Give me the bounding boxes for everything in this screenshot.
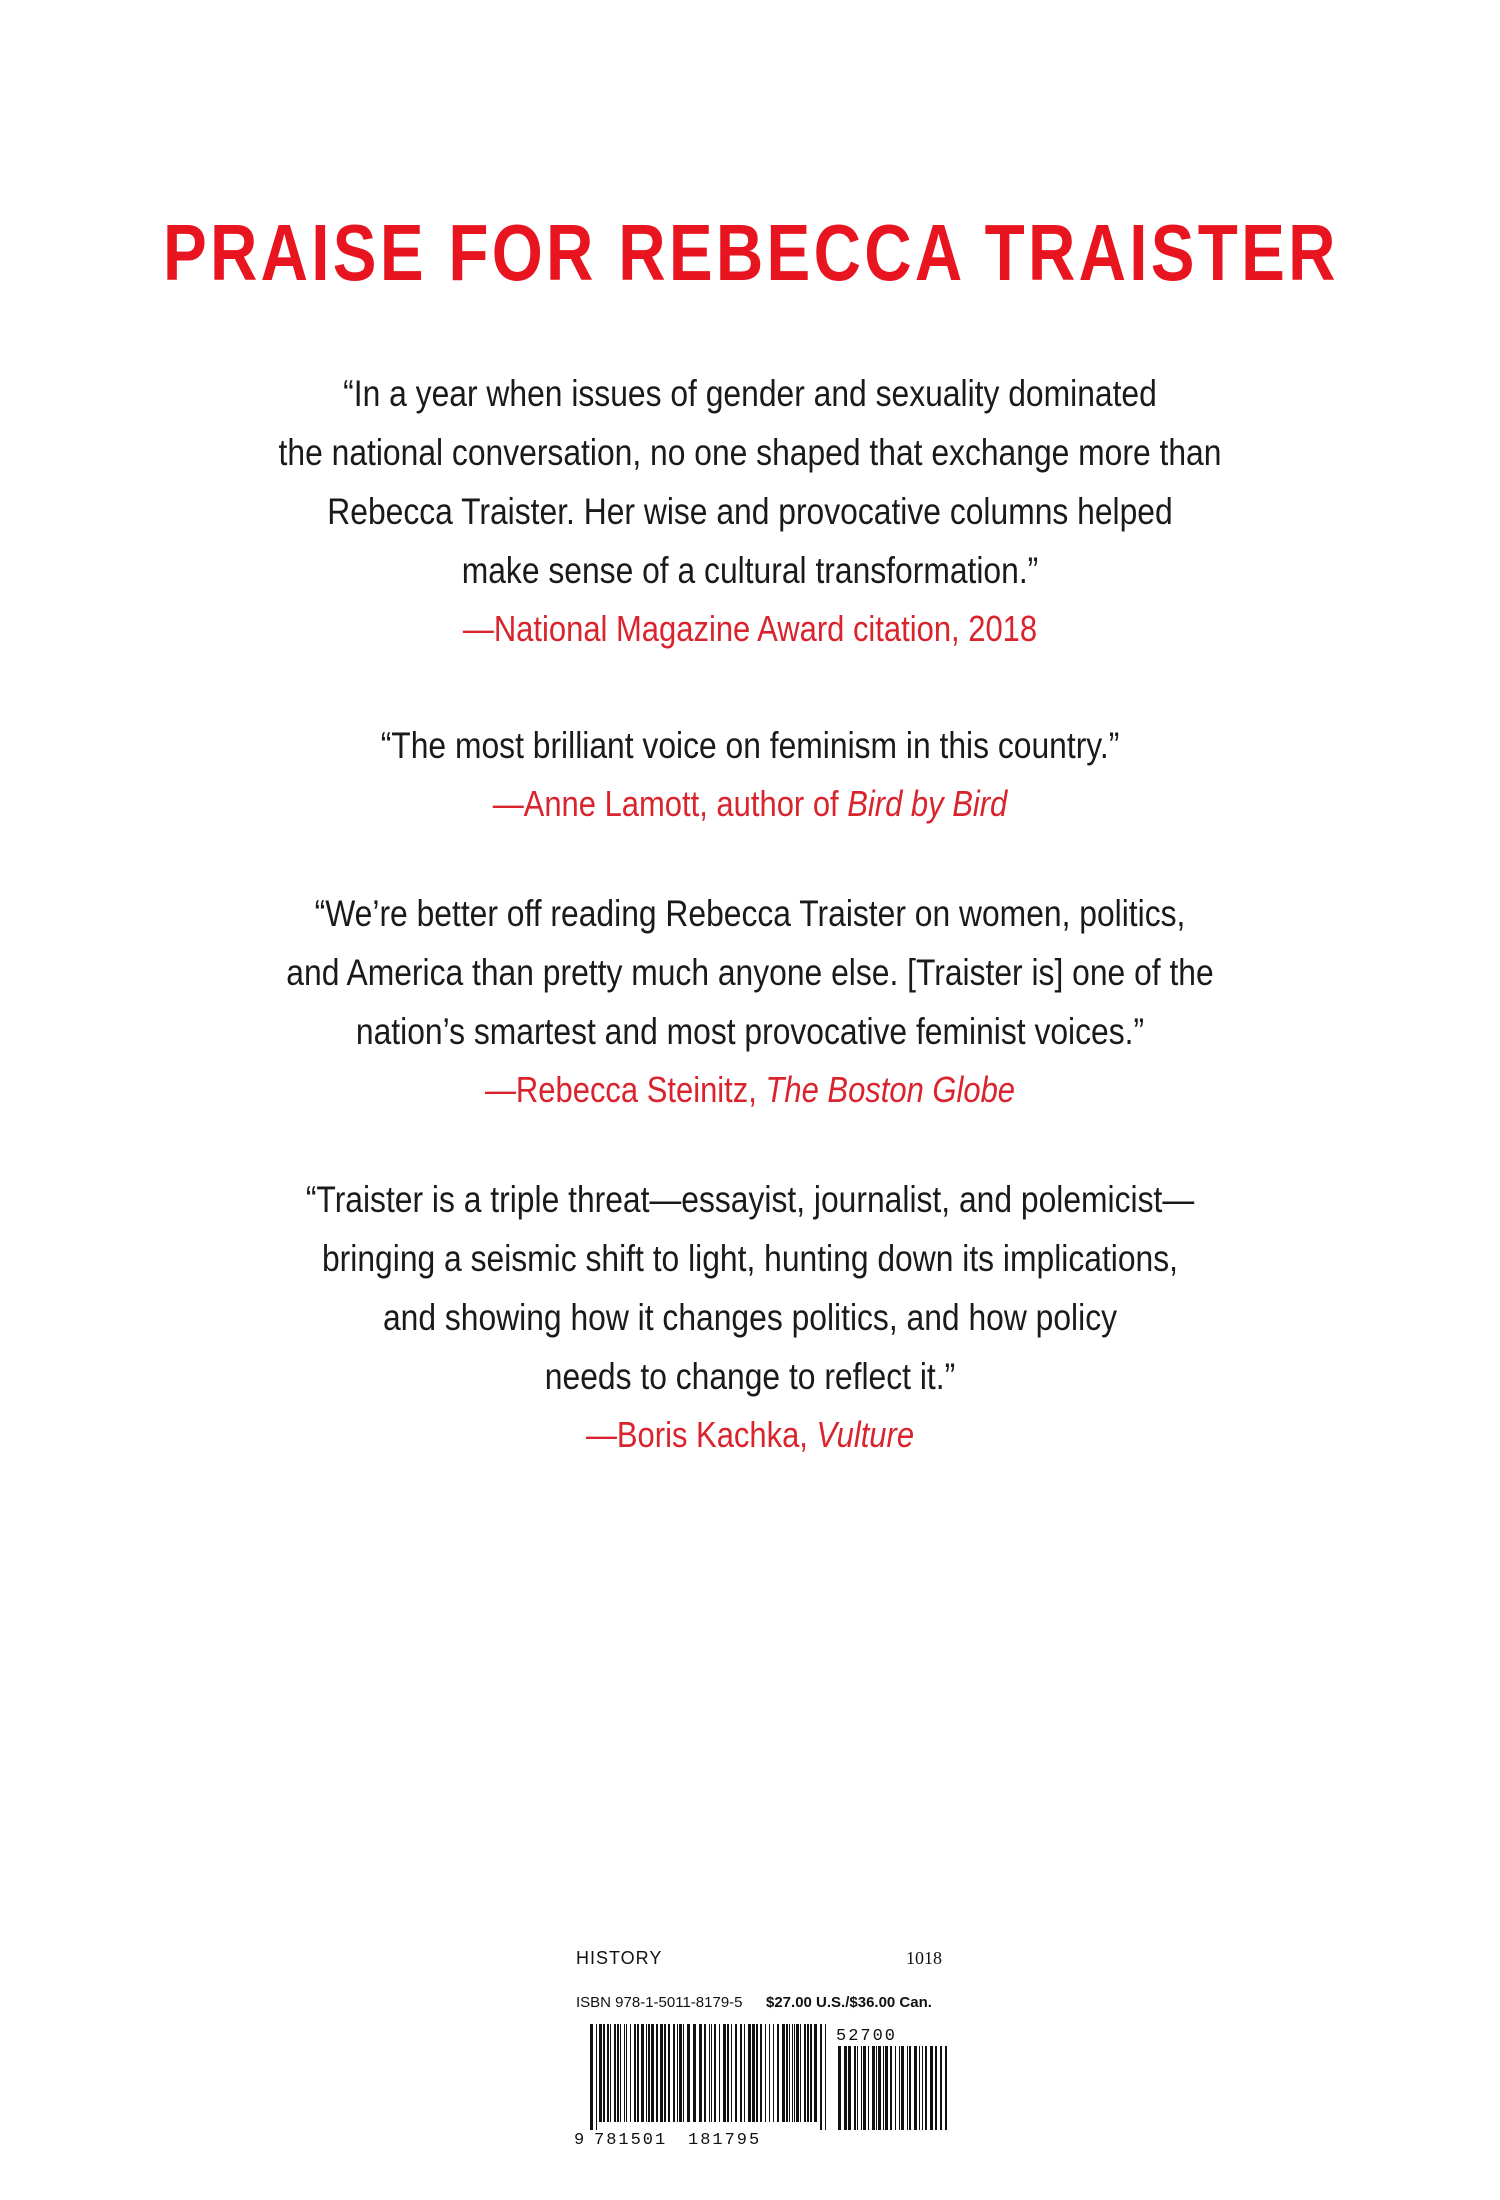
quote-line: needs to change to reflect it.” bbox=[544, 1356, 956, 1397]
barcode-bar bbox=[704, 2024, 706, 2122]
barcode-bar bbox=[719, 2024, 720, 2122]
barcode-bar bbox=[683, 2024, 684, 2122]
barcode-bar bbox=[863, 2046, 866, 2130]
barcode-bar bbox=[899, 2046, 900, 2130]
barcode-bar bbox=[794, 2024, 795, 2122]
barcode-bar bbox=[789, 2024, 790, 2122]
isbn-text: ISBN 978-1-5011-8179-5 bbox=[576, 1994, 743, 2011]
barcode-bar bbox=[610, 2024, 611, 2122]
barcode-bar bbox=[773, 2024, 774, 2122]
barcode-bar bbox=[890, 2046, 892, 2130]
isbn-barcode-bars bbox=[590, 2024, 826, 2130]
barcode-bar bbox=[735, 2024, 737, 2122]
barcode-bar bbox=[848, 2046, 851, 2130]
quote-line: “The most brilliant voice on feminism in this country.” bbox=[380, 725, 1120, 766]
barcode-bar bbox=[699, 2024, 702, 2122]
barcode-bar bbox=[796, 2024, 799, 2122]
quote-2 bbox=[0, 716, 1500, 833]
barcode-bar bbox=[804, 2024, 806, 2122]
barcode-bar bbox=[677, 2024, 678, 2122]
barcode-bar bbox=[935, 2046, 937, 2130]
quote-attribution bbox=[105, 1061, 1395, 1119]
barcode-bar bbox=[838, 2046, 841, 2130]
barcode-bar bbox=[901, 2046, 904, 2130]
barcode-bar bbox=[673, 2024, 675, 2122]
barcode-bar bbox=[664, 2024, 666, 2122]
barcode-bar bbox=[820, 2024, 822, 2130]
barcode-bar bbox=[844, 2046, 847, 2130]
barcode-bar bbox=[603, 2024, 605, 2122]
quote-attribution bbox=[105, 1406, 1395, 1464]
attribution-text: —National Magazine Award citation, 2018 bbox=[462, 608, 1038, 649]
barcode-bar bbox=[769, 2024, 770, 2122]
page-title: PRAISE FOR REBECCA TRAISTER bbox=[162, 208, 1339, 297]
barcode-bar bbox=[620, 2024, 621, 2122]
barcode-bar bbox=[895, 2046, 896, 2130]
barcode-bar bbox=[814, 2024, 817, 2122]
barcode-bar bbox=[668, 2024, 670, 2122]
quote-attribution bbox=[105, 775, 1395, 833]
barcode-bar bbox=[648, 2024, 650, 2122]
barcode-bar bbox=[885, 2046, 888, 2130]
barcode-bar bbox=[872, 2046, 875, 2130]
barcode-bar bbox=[930, 2046, 933, 2130]
quote-attribution bbox=[105, 600, 1395, 658]
quote-line: and showing how it changes politics, and how policy bbox=[382, 1297, 1118, 1338]
barcode-bar bbox=[907, 2046, 908, 2130]
barcode-bar bbox=[810, 2024, 812, 2122]
barcode-bar bbox=[786, 2024, 788, 2122]
barcode-bar bbox=[777, 2024, 779, 2122]
catalog-code: 1018 bbox=[906, 1948, 942, 1968]
barcode-bar bbox=[868, 2046, 869, 2130]
barcode-block bbox=[576, 1948, 956, 2158]
addon-number: 52700 bbox=[836, 2027, 898, 2046]
barcode-bar bbox=[854, 2046, 856, 2130]
barcode-bar bbox=[909, 2046, 911, 2130]
quote-1 bbox=[0, 364, 1500, 658]
barcode-bar bbox=[760, 2024, 762, 2122]
barcode-bar bbox=[878, 2046, 881, 2130]
barcode-bar bbox=[599, 2024, 602, 2122]
barcode-bar bbox=[919, 2046, 920, 2130]
barcode-left-digits: 781501 bbox=[594, 2131, 668, 2150]
barcode-bar bbox=[614, 2024, 616, 2122]
barcode-bar bbox=[922, 2046, 923, 2130]
quote-line: nation’s smartest and most provocative feminist voices.” bbox=[355, 1011, 1145, 1052]
barcode-bar bbox=[646, 2024, 647, 2122]
quote-line: and America than pretty much anyone else. [Traister is] one of the bbox=[286, 952, 1214, 993]
barcode-bar bbox=[925, 2046, 927, 2130]
barcode-bar bbox=[940, 2046, 942, 2130]
barcode-bar bbox=[756, 2024, 758, 2122]
barcode-bar bbox=[626, 2024, 627, 2122]
barcode-bar bbox=[617, 2024, 619, 2122]
barcode-bar bbox=[914, 2046, 917, 2130]
quote-line: “We’re better off reading Rebecca Traister on women, politics, bbox=[314, 893, 1186, 934]
quote-line: make sense of a cultural transformation.” bbox=[461, 550, 1039, 591]
barcode-bar bbox=[731, 2024, 732, 2122]
quote-4 bbox=[0, 1170, 1500, 1464]
barcode-graphic bbox=[576, 2018, 956, 2158]
barcode-bar bbox=[744, 2024, 745, 2122]
barcode-bar bbox=[607, 2024, 609, 2122]
attribution-source-title: The Boston Globe bbox=[765, 1069, 1016, 1110]
quote-line: bringing a seismic shift to light, hunting down its implications, bbox=[321, 1238, 1179, 1279]
subject-category: HISTORY bbox=[576, 1948, 663, 1968]
barcode-bar bbox=[641, 2024, 644, 2122]
barcode-bar bbox=[687, 2024, 690, 2122]
barcode-bar bbox=[857, 2046, 858, 2130]
barcode-bar bbox=[693, 2024, 696, 2122]
quote-line: the national conversation, no one shaped that exchange more than bbox=[278, 432, 1222, 473]
quote-line: “In a year when issues of gender and sexuality dominated bbox=[343, 373, 1157, 414]
barcode-bar bbox=[637, 2024, 639, 2122]
attribution-source-title: Vulture bbox=[816, 1414, 915, 1455]
price-text: $27.00 U.S./$36.00 Can. bbox=[766, 1994, 932, 2011]
barcode-bar bbox=[679, 2024, 682, 2122]
barcode-bar bbox=[740, 2024, 742, 2122]
attribution-source-title: Bird by Bird bbox=[847, 783, 1008, 824]
barcode-bar bbox=[876, 2046, 877, 2130]
barcode-bar bbox=[825, 2024, 826, 2130]
barcode-lead-digit: 9 bbox=[574, 2131, 585, 2150]
barcode-bar bbox=[714, 2024, 716, 2122]
barcode-bar bbox=[792, 2024, 793, 2122]
attribution-text: —Boris Kachka, bbox=[585, 1414, 817, 1455]
barcode-bar bbox=[656, 2024, 658, 2122]
barcode-bar bbox=[660, 2024, 663, 2122]
barcode-bar bbox=[883, 2046, 884, 2130]
barcode-bar bbox=[711, 2024, 712, 2122]
barcode-bar bbox=[861, 2046, 862, 2130]
barcode-bar bbox=[765, 2024, 766, 2122]
barcode-bar bbox=[727, 2024, 729, 2122]
barcode-bar bbox=[651, 2024, 654, 2122]
barcode-bar bbox=[634, 2024, 636, 2122]
barcode-bar bbox=[624, 2024, 625, 2122]
quote-line: “Traister is a triple threat—essayist, journalist, and polemicist— bbox=[305, 1179, 1195, 1220]
quote-line: Rebecca Traister. Her wise and provocative columns helped bbox=[327, 491, 1173, 532]
barcode-bar bbox=[709, 2024, 710, 2122]
barcode-bar bbox=[807, 2024, 809, 2122]
barcode-bar bbox=[752, 2024, 755, 2122]
quote-3 bbox=[0, 884, 1500, 1119]
price-addon-barcode-bars bbox=[838, 2046, 947, 2130]
barcode-bar bbox=[590, 2024, 593, 2130]
barcode-bar bbox=[723, 2024, 726, 2122]
barcode-bar bbox=[748, 2024, 751, 2122]
barcode-right-digits: 181795 bbox=[688, 2131, 762, 2150]
barcode-bar bbox=[630, 2024, 631, 2122]
barcode-bar bbox=[782, 2024, 785, 2122]
barcode-bar bbox=[596, 2024, 597, 2130]
attribution-text: —Rebecca Steinitz, bbox=[484, 1069, 766, 1110]
attribution-text: —Anne Lamott, author of bbox=[492, 783, 848, 824]
barcode-bar bbox=[945, 2046, 947, 2130]
barcode-bar bbox=[800, 2024, 801, 2122]
